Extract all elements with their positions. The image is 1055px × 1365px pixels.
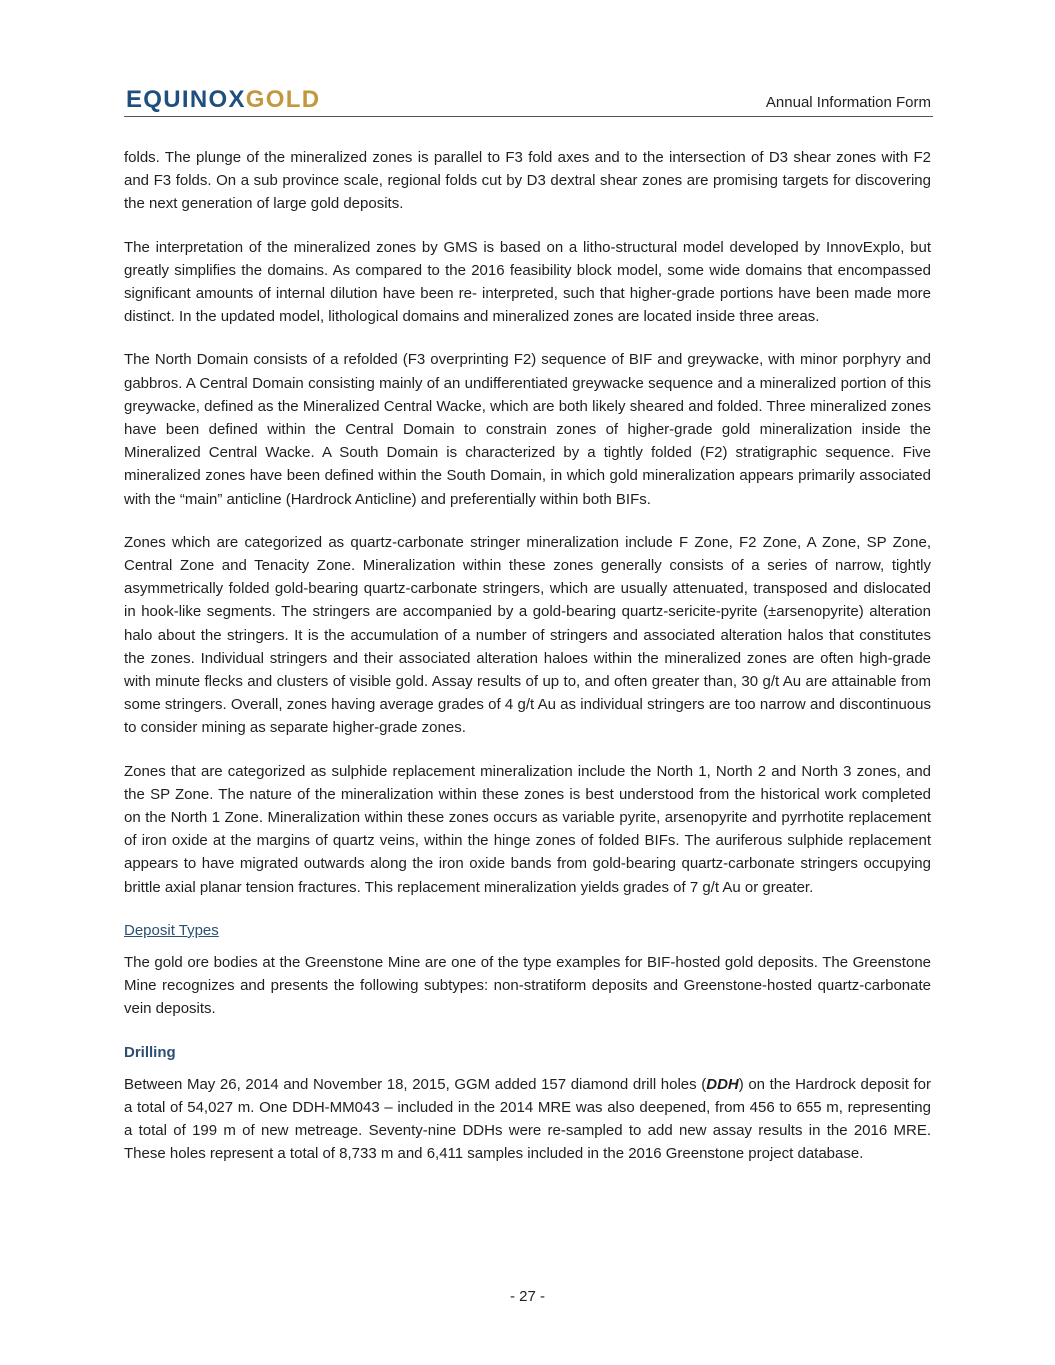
drilling-text-after: ) on the Hardrock deposit for a total of 54,027 m. One DDH-MM043 – included in the 2014 MRE was also deepened, from 456 to 655 m, representing a total of 199 m of new metreage. Seventy-nine DDHs were re-sampled to add new assay results in the 2016 MRE. These holes represent a total of 8,733 m and 6,411 samples included in the 2016 Greenstone project database. [124, 1075, 932, 1163]
page-header [124, 86, 933, 117]
drilling-heading: Drilling [124, 1043, 176, 1061]
paragraph-deposit-types: The gold ore bodies at the Greenstone Mine are one of the type examples for BIF-hosted gold deposits. The Greenstone Mine recognizes and presents the following subtypes: non-stratiform deposits and Greenstone-hosted quartz-carbonate vein deposits. [124, 953, 931, 1018]
deposit-types-heading: Deposit Types [124, 921, 219, 939]
paragraph-folds: folds. The plunge of the mineralized zones is parallel to F3 fold axes and to the intersection of D3 shear zones with F2 and F3 folds. On a sub province scale, regional folds cut by D3 dextral shear zones are promising targets for discovering the next generation of large gold deposits. [124, 149, 931, 213]
deposit-types-section [124, 919, 931, 951]
page-body [124, 146, 931, 1185]
paragraph-sulphide-zones: Zones that are categorized as sulphide replacement mineralization include the North 1, North 2 and North 3 zones, and the SP Zone. The nature of the mineralization within these zones is best understood from the historical work completed on the North 1 Zone. Mineralization within these zones occurs as variable pyrite, arsenopyrite and pyrrhotite replacement of iron oxide at the margins of quartz veins, within the hinge zones of folded BIFs. The auriferous sulphide replacement appears to have migrated outwards along the iron oxide bands from gold-bearing quartz-carbonate stringers occupying brittle axial planar tension fractures. This replacement mineralization yields grades of 7 g/t Au or greater. [124, 762, 931, 896]
document-title: Annual Information Form [765, 94, 931, 111]
paragraph-stringer-zones: Zones which are categorized as quartz-carbonate stringer mineralization include F Zone, F2 Zone, A Zone, SP Zone, Central Zone and Tenacity Zone. Mineralization within these zones generally consists of a series of narrow, tightly asymmetrically folded gold-bearing quartz-carbonate stringers, which are usually attenuated, transposed and dislocated in hook-like segments. The stringers are accompanied by a gold-bearing quartz-sericite-pyrite (±arsenopyrite) alteration halo about the stringers. It is the accumulation of a number of stringers and associated alteration halos that constitutes the zones. Individual stringers and their associated alteration haloes within the mineralized zones are often high-grade with minute flecks and clusters of visible gold. Assay results of up to, and often greater than, 30 g/t Au are attainable from some stringers. Overall, zones having average grades of 4 g/t Au as individual stringers are too narrow and discontinuous to consider mining as separate higher-grade zones. [124, 533, 931, 737]
drilling-text-before: Between May 26, 2014 and November 18, 2015, GGM added 157 diamond drill holes ( [124, 1075, 707, 1093]
equinox-gold-logo [126, 86, 320, 114]
page-number: - 27 - [509, 1288, 545, 1305]
logo-gold-text: GOLD [245, 86, 321, 113]
paragraph-domains: The North Domain consists of a refolded (F3 overprinting F2) sequence of BIF and greywacke, with minor porphyry and gabbros. A Central Domain consisting mainly of an undifferentiated greywacke sequence and a mineralized portion of this greywacke, defined as the Mineralized Central Wacke, which are both likely sheared and folded. Three mineralized zones have been defined within the Central Domain to constrain zones of higher-grade gold mineralization inside the Mineralized Central Wacke. A South Domain is characterized by a tightly folded (F2) stratigraphic sequence. Five mineralized zones have been defined within the South Domain, in which gold mineralization appears primarily associated with the “main” anticline (Hardrock Anticline) and preferentially within both BIFs. [124, 351, 931, 508]
logo-equinox-text: EQUINOX [126, 86, 246, 113]
paragraph-drilling [124, 1073, 931, 1166]
paragraph-interpretation: The interpretation of the mineralized zones by GMS is based on a litho-structural model developed by InnovExplo, but greatly simplifies the domains. As compared to the 2016 feasibility block model, some wide domains that encompassed significant amounts of internal dilution have been re- interpreted, such that higher-grade portions have been made more distinct. In the updated model, lithological domains and mineralized zones are located inside three areas. [124, 238, 931, 326]
ddh-abbreviation: DDH [706, 1075, 739, 1093]
